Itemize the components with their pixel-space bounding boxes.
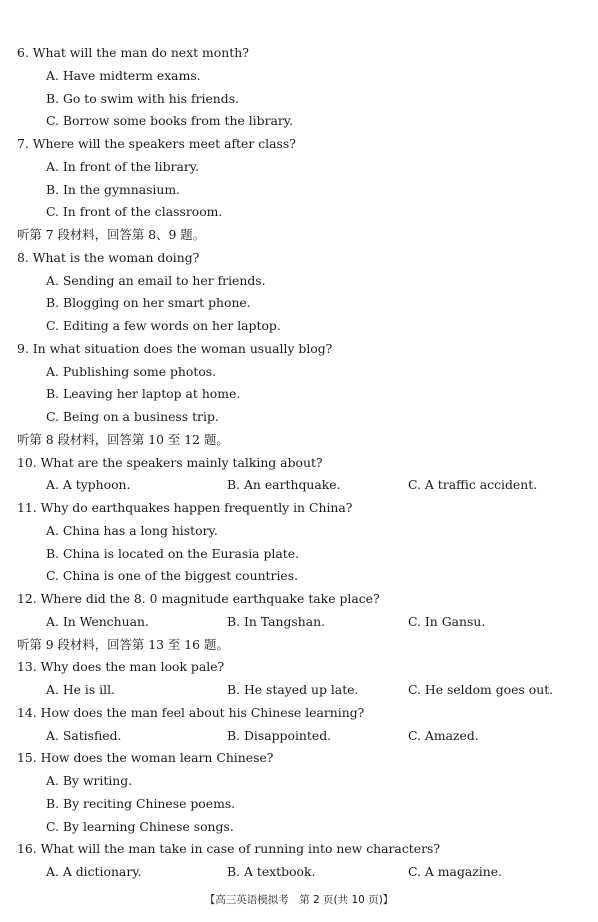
- option-text: A. Publishing some photos.: [46, 364, 217, 379]
- option-text: B. Leaving her laptop at home.: [46, 386, 241, 401]
- option-text: A. In front of the library.: [46, 159, 200, 174]
- option-b: B. An earthquake.: [227, 477, 341, 492]
- option-c: C. A magazine.: [408, 864, 503, 879]
- question-text: 11. Why do earthquakes happen frequently in China?: [17, 500, 353, 515]
- question-text: 15. How does the woman learn Chinese?: [17, 750, 274, 765]
- option-text: C. Borrow some books from the library.: [46, 113, 294, 128]
- question-text: 13. Why does the man look pale?: [17, 659, 225, 674]
- page-footer: 【高三英语模拟考 第 2 页(共 10 页)】: [204, 894, 394, 906]
- option-a: A. A dictionary.: [46, 864, 142, 879]
- option-text: C. China is one of the biggest countries.: [46, 568, 299, 583]
- option-c: C. In Gansu.: [408, 614, 486, 629]
- option-a: A. In Wenchuan.: [46, 614, 149, 629]
- option-text: A. Sending an email to her friends.: [46, 273, 266, 288]
- question-text: 14. How does the man feel about his Chinese learning?: [17, 705, 365, 720]
- option-text: B. Blogging on her smart phone.: [46, 295, 251, 310]
- option-text: C. Editing a few words on her laptop.: [46, 318, 281, 333]
- question-text: 8. What is the woman doing?: [17, 250, 200, 265]
- section-instruction: 听第 9 段材料，回答第 13 至 16 题。: [17, 637, 229, 652]
- question-text: 12. Where did the 8. 0 magnitude earthquake take place?: [17, 591, 380, 606]
- option-text: C. In front of the classroom.: [46, 204, 223, 219]
- option-text: C. Being on a business trip.: [46, 409, 219, 424]
- option-c: C. A traffic accident.: [408, 477, 538, 492]
- option-c: C. Amazed.: [408, 728, 479, 743]
- question-text: 6. What will the man do next month?: [17, 45, 249, 60]
- option-a: A. Satisfied.: [46, 728, 122, 743]
- option-a: A. A typhoon.: [46, 477, 131, 492]
- option-b: B. He stayed up late.: [227, 682, 359, 697]
- question-text: 10. What are the speakers mainly talking about?: [17, 455, 323, 470]
- option-text: B. By reciting Chinese poems.: [46, 796, 236, 811]
- question-text: 9. In what situation does the woman usually blog?: [17, 341, 333, 356]
- section-instruction: 听第 7 段材料，回答第 8、9 题。: [17, 227, 206, 242]
- option-text: B. China is located on the Eurasia plate.: [46, 546, 300, 561]
- option-text: B. In the gymnasium.: [46, 182, 181, 197]
- option-b: B. Disappointed.: [227, 728, 332, 743]
- option-c: C. He seldom goes out.: [408, 682, 554, 697]
- option-text: A. Have midterm exams.: [46, 68, 201, 83]
- option-b: B. A textbook.: [227, 864, 316, 879]
- section-instruction: 听第 8 段材料，回答第 10 至 12 题。: [17, 432, 229, 447]
- option-b: B. In Tangshan.: [227, 614, 326, 629]
- option-text: C. By learning Chinese songs.: [46, 819, 234, 834]
- option-text: B. Go to swim with his friends.: [46, 91, 239, 106]
- option-text: A. China has a long history.: [46, 523, 218, 538]
- question-text: 7. Where will the speakers meet after class?: [17, 136, 296, 151]
- option-a: A. He is ill.: [46, 682, 115, 697]
- question-text: 16. What will the man take in case of running into new characters?: [17, 841, 440, 856]
- option-text: A. By writing.: [46, 773, 133, 788]
